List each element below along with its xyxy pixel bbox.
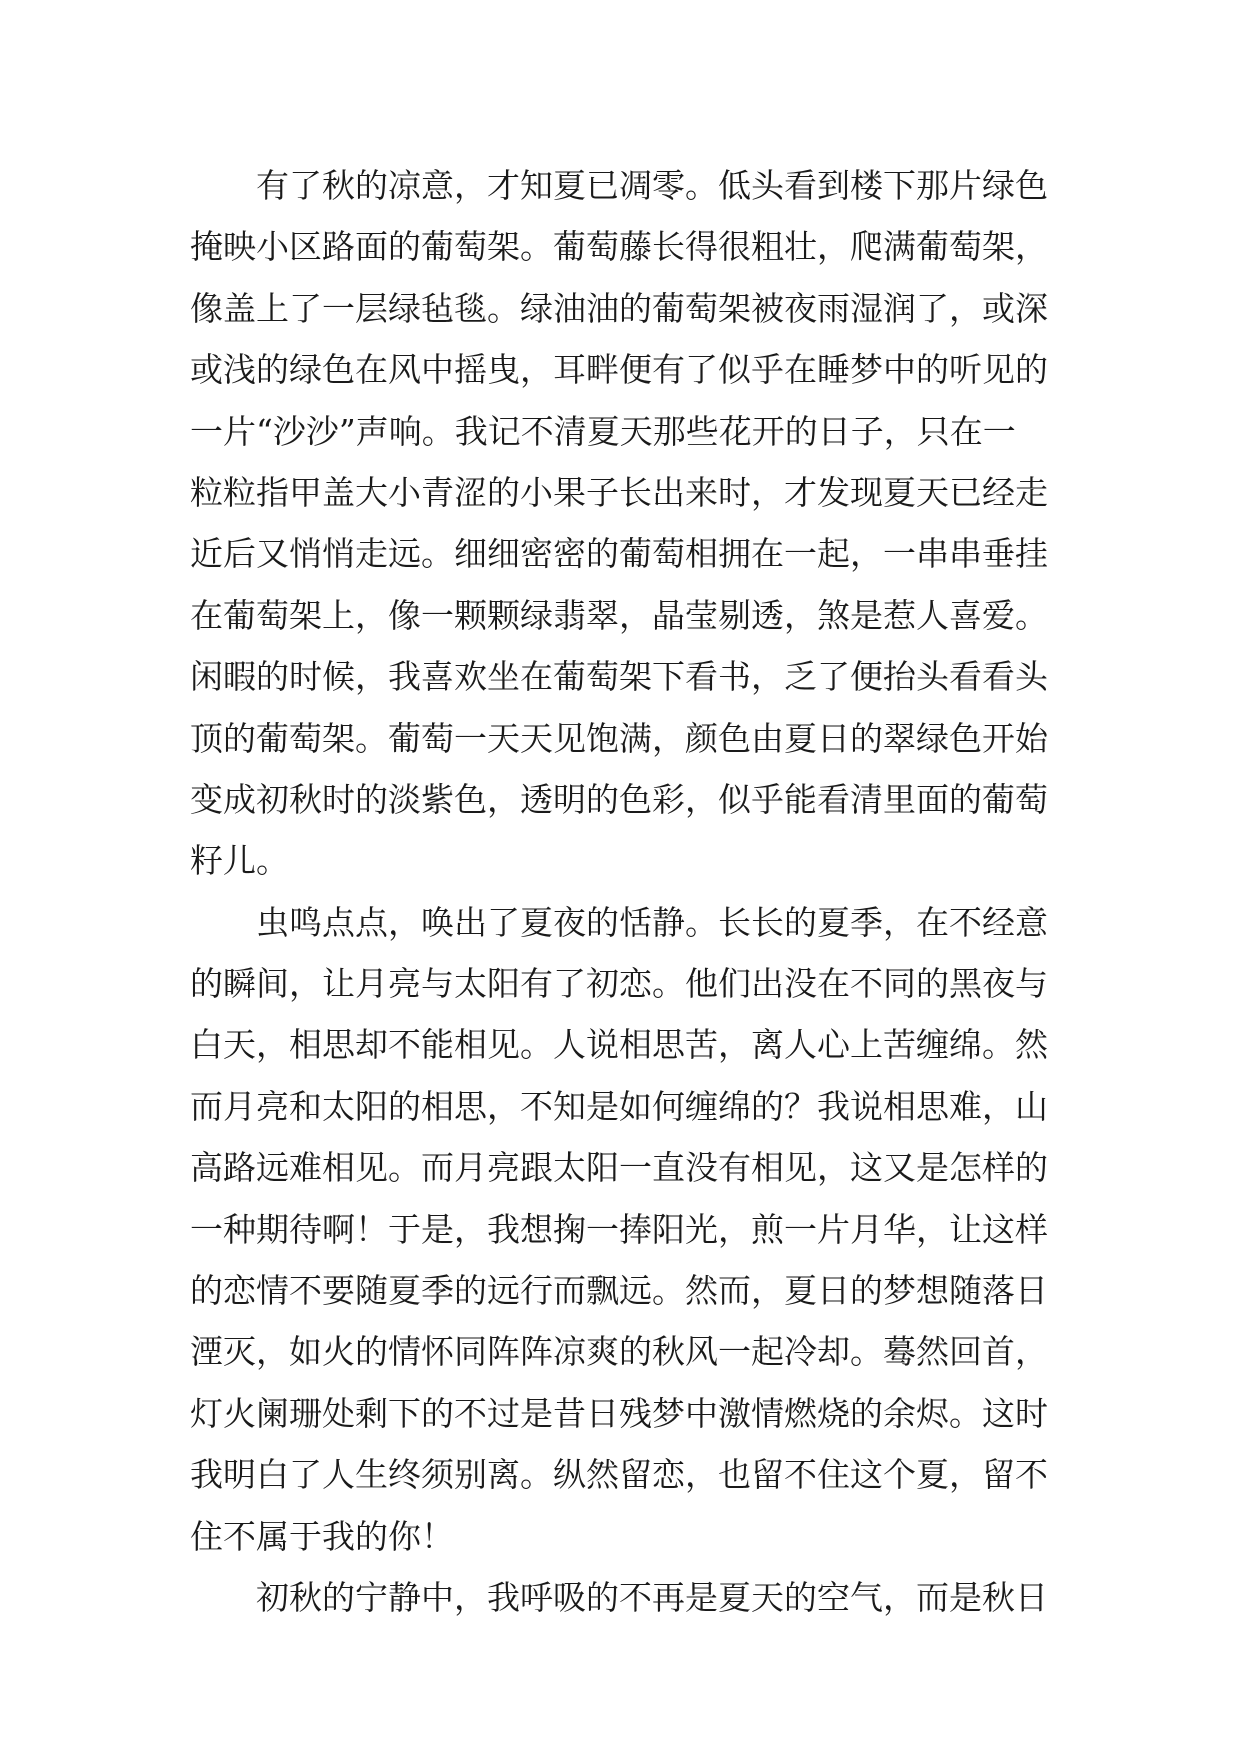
text-line: 像盖上了一层绿毡毯。绿油油的葡萄架被夜雨湿润了，或深 (190, 288, 1048, 328)
text-line: 我明白了人生终须别离。纵然留恋，也留不住这个夏，留不 (190, 1455, 1048, 1495)
text-line: 湮灭，如火的情怀同阵阵凉爽的秋风一起冷却。蓦然回首， (190, 1332, 1048, 1372)
document-body (190, 155, 1070, 1628)
text-line: 有了秋的凉意，才知夏已凋零。低头看到楼下那片绿色 (256, 166, 1048, 205)
text-line: 闲暇的时候，我喜欢坐在葡萄架下看书，乏了便抬头看看头 (190, 657, 1048, 697)
text-line: 变成初秋时的淡紫色，透明的色彩，似乎能看清里面的葡萄 (190, 779, 1048, 819)
text-line: 高路远难相见。而月亮跟太阳一直没有相见，这又是怎样的 (190, 1148, 1048, 1188)
text-line: 灯火阑珊处剩下的不过是昔日残梦中激情燃烧的余烬。这时 (190, 1393, 1048, 1433)
text-line: 的恋情不要随夏季的远行而飘远。然而，夏日的梦想随落日 (190, 1271, 1048, 1311)
text-line: 掩映小区路面的葡萄架。葡萄藤长得很粗壮，爬满葡萄架， (190, 227, 1048, 267)
text-line: 籽儿。 (190, 841, 289, 881)
text-line: 一片“沙沙”声响。我记不清夏天那些花开的日子，只在一 (190, 411, 1016, 451)
text-line: 近后又悄悄走远。细细密密的葡萄相拥在一起，一串串垂挂 (190, 534, 1048, 574)
text-line: 或浅的绿色在风中摇曳，耳畔便有了似乎在睡梦中的听见的 (190, 350, 1048, 390)
text-line: 一种期待啊！于是，我想掬一捧阳光，煎一片月华，让这样 (190, 1209, 1048, 1249)
text-line: 在葡萄架上，像一颗颗绿翡翠，晶莹剔透，煞是惹人喜爱。 (190, 595, 1048, 635)
text-line: 白天，相思却不能相见。人说相思苦，离人心上苦缠绵。然 (190, 1025, 1048, 1065)
text-line: 初秋的宁静中，我呼吸的不再是夏天的空气，而是秋日 (256, 1577, 1048, 1617)
text-line: 的瞬间，让月亮与太阳有了初恋。他们出没在不同的黑夜与 (190, 964, 1048, 1004)
text-line: 住不属于我的你！ (190, 1516, 454, 1556)
text-line: 粒粒指甲盖大小青涩的小果子长出来时，才发现夏天已经走 (190, 472, 1048, 512)
text-line: 而月亮和太阳的相思，不知是如何缠绵的？我说相思难，山 (190, 1086, 1048, 1126)
text-line: 虫鸣点点，唤出了夏夜的恬静。长长的夏季，在不经意 (256, 902, 1048, 942)
text-line: 顶的葡萄架。葡萄一天天见饱满，颜色由夏日的翠绿色开始 (190, 718, 1048, 758)
